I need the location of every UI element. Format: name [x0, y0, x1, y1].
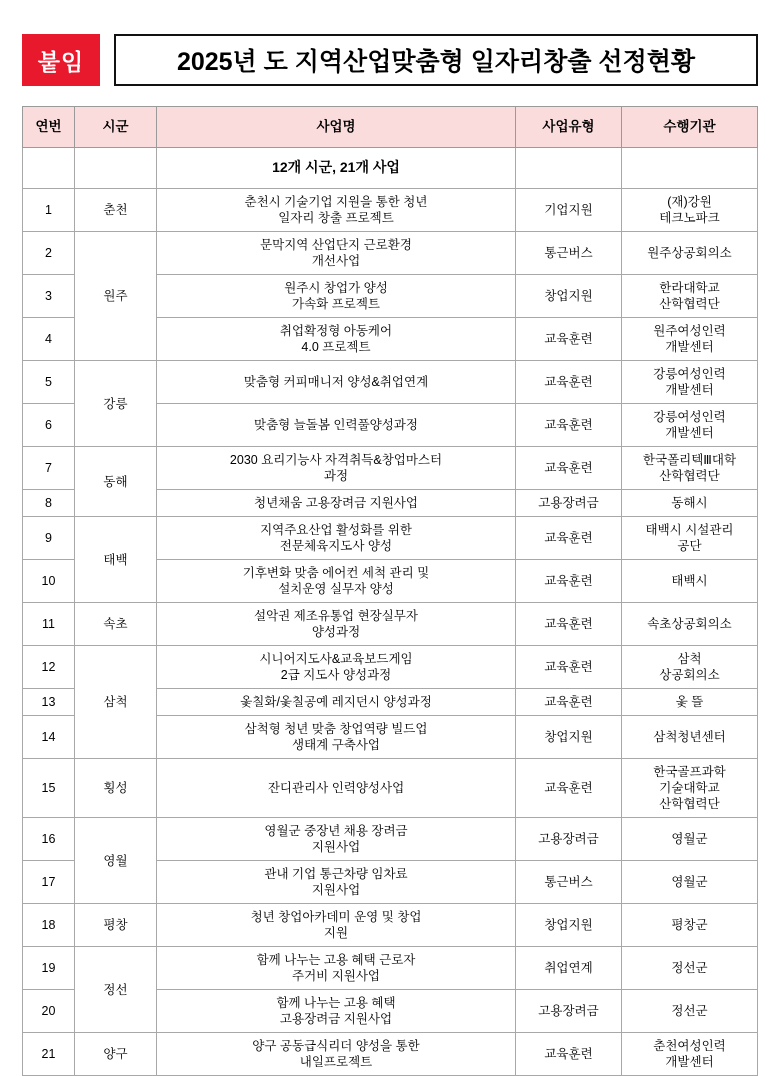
cell-no: 3	[23, 275, 75, 318]
text-line: 2030 요리기능사 자격취득&창업마스터	[229, 453, 443, 467]
cell-organization	[622, 759, 758, 818]
cell-organization	[622, 275, 758, 318]
cell-organization	[622, 646, 758, 689]
table-summary-row	[23, 148, 758, 189]
cell-project-type: 창업지원	[516, 275, 622, 318]
cell-project-name	[157, 646, 516, 689]
text-line: 주거비 지원사업	[292, 969, 380, 983]
cell-project-type: 교육훈련	[516, 759, 622, 818]
text-line: (재)강원	[667, 195, 712, 209]
text-line: 강릉여성인력	[653, 410, 726, 424]
cell-project-type: 고용장려금	[516, 490, 622, 517]
text-line: 설악권 제조유통업 현장실무자	[254, 609, 418, 623]
text-line: 맞춤형 커피매니저 양성&취업연계	[243, 375, 429, 389]
cell-organization	[622, 716, 758, 759]
cell-organization	[622, 861, 758, 904]
text-line: 청년채움 고용장려금 지원사업	[254, 496, 418, 510]
table-row	[23, 361, 758, 404]
text-line: 산학협력단	[659, 469, 720, 483]
cell-project-type: 창업지원	[516, 904, 622, 947]
cell-no: 15	[23, 759, 75, 818]
text-line: 내일프로젝트	[299, 1055, 373, 1069]
cell-city: 평창	[75, 904, 157, 947]
cell-organization	[622, 560, 758, 603]
table-row	[23, 603, 758, 646]
cell-city: 춘천	[75, 189, 157, 232]
text-line: 전문체육지도사 양성	[279, 539, 393, 553]
cell-project-type: 고용장려금	[516, 818, 622, 861]
cell-project-name	[157, 603, 516, 646]
table-row	[23, 759, 758, 818]
cell-no: 4	[23, 318, 75, 361]
text-line: 공단	[677, 539, 702, 553]
cell-project-name	[157, 716, 516, 759]
title-box	[114, 34, 758, 86]
summary-blank-org	[622, 148, 758, 189]
cell-project-name	[157, 447, 516, 490]
text-line: 춘천시 기술기업 지원을 통한 청년	[244, 195, 428, 209]
cell-no: 14	[23, 716, 75, 759]
text-line: 청년 창업아카데미 운영 및 창업	[250, 910, 422, 924]
cell-city: 영월	[75, 818, 157, 904]
text-line: 한라대학교	[659, 281, 720, 295]
cell-organization	[622, 232, 758, 275]
cell-no: 7	[23, 447, 75, 490]
cell-no: 19	[23, 947, 75, 990]
text-line: 강릉여성인력	[653, 367, 726, 381]
summary-blank-type	[516, 148, 622, 189]
table-row	[23, 947, 758, 990]
cell-project-name	[157, 318, 516, 361]
summary-text: 12개 시군, 21개 사업	[157, 148, 516, 189]
cell-city: 원주	[75, 232, 157, 361]
column-header-name: 사업명	[157, 107, 516, 148]
cell-no: 5	[23, 361, 75, 404]
text-line: 원주상공회의소	[647, 246, 732, 260]
cell-no: 9	[23, 517, 75, 560]
text-line: 양성과정	[311, 625, 361, 639]
cell-organization	[622, 517, 758, 560]
text-line: 옻칠화/옻칠공예 레지던시 양성과정	[240, 695, 432, 709]
text-line: 원주여성인력	[653, 324, 726, 338]
cell-project-name	[157, 1033, 516, 1076]
cell-project-name	[157, 861, 516, 904]
text-line: 한국폴리텍Ⅲ대학	[642, 453, 737, 467]
cell-project-name	[157, 490, 516, 517]
summary-blank-city	[75, 148, 157, 189]
table-row	[23, 1033, 758, 1076]
text-line: 삼척	[677, 652, 702, 666]
cell-project-type: 교육훈련	[516, 1033, 622, 1076]
page-title: 2025년 도 지역산업맞춤형 일자리창출 선정현황	[176, 48, 696, 76]
cell-project-type: 고용장려금	[516, 990, 622, 1033]
cell-project-type: 교육훈련	[516, 318, 622, 361]
cell-city: 속초	[75, 603, 157, 646]
cell-project-type: 기업지원	[516, 189, 622, 232]
column-header-org: 수행기관	[622, 107, 758, 148]
cell-no: 10	[23, 560, 75, 603]
cell-no: 2	[23, 232, 75, 275]
text-line: 정선군	[671, 961, 708, 975]
text-line: 취업확정형 아동케어	[279, 324, 393, 338]
text-line: 정선군	[671, 1004, 708, 1018]
cell-project-name	[157, 232, 516, 275]
text-line: 기후변화 맞춤 에어컨 세척 관리 및	[242, 566, 430, 580]
document-header	[22, 34, 758, 86]
column-header-city: 시군	[75, 107, 157, 148]
text-line: 함께 나누는 고용 혜택 근로자	[256, 953, 416, 967]
table-header-row	[23, 107, 758, 148]
attachment-badge: 붙임	[22, 34, 100, 86]
text-line: 2급 지도사 양성과정	[280, 668, 392, 682]
cell-project-type: 교육훈련	[516, 404, 622, 447]
summary-blank-no	[23, 148, 75, 189]
text-line: 산학협력단	[659, 797, 720, 811]
text-line: 잔디관리사 인력양성사업	[267, 781, 405, 795]
table-row	[23, 232, 758, 275]
text-line: 맞춤형 늘돌봄 인력풀양성과정	[254, 418, 418, 432]
text-line: 4.0 프로젝트	[301, 340, 371, 354]
cell-organization	[622, 1033, 758, 1076]
text-line: 함께 나누는 고용 혜택	[276, 996, 396, 1010]
cell-project-type: 교육훈련	[516, 603, 622, 646]
text-line: 과정	[323, 469, 349, 483]
text-line: 원주시 창업가 양성	[284, 281, 388, 295]
cell-city: 삼척	[75, 646, 157, 759]
cell-organization	[622, 818, 758, 861]
text-line: 삼척형 청년 맞춤 창업역량 빌드업	[244, 722, 428, 736]
text-line: 개선사업	[311, 254, 361, 268]
cell-project-name	[157, 759, 516, 818]
text-line: 옻 뜰	[675, 695, 704, 709]
selection-status-table	[22, 106, 758, 1076]
cell-city: 양구	[75, 1033, 157, 1076]
cell-project-name	[157, 990, 516, 1033]
cell-project-type: 교육훈련	[516, 361, 622, 404]
cell-no: 18	[23, 904, 75, 947]
cell-no: 6	[23, 404, 75, 447]
cell-project-name	[157, 189, 516, 232]
cell-organization	[622, 603, 758, 646]
cell-organization	[622, 404, 758, 447]
cell-organization	[622, 990, 758, 1033]
cell-project-type: 창업지원	[516, 716, 622, 759]
cell-organization	[622, 689, 758, 716]
text-line: 동해시	[671, 496, 708, 510]
cell-project-name	[157, 404, 516, 447]
cell-organization	[622, 904, 758, 947]
cell-project-type: 교육훈련	[516, 560, 622, 603]
cell-project-type: 교육훈련	[516, 447, 622, 490]
text-line: 산학협력단	[659, 297, 720, 311]
cell-project-type: 교육훈련	[516, 689, 622, 716]
text-line: 문막지역 산업단지 근로환경	[260, 238, 412, 252]
cell-organization	[622, 189, 758, 232]
text-line: 관내 기업 통근차량 임차료	[264, 867, 408, 881]
cell-project-name	[157, 361, 516, 404]
cell-project-type: 통근버스	[516, 861, 622, 904]
cell-organization	[622, 361, 758, 404]
cell-no: 8	[23, 490, 75, 517]
text-line: 양구 공동급식리더 양성을 통한	[252, 1039, 420, 1053]
text-line: 생태계 구축사업	[292, 738, 380, 752]
cell-city: 정선	[75, 947, 157, 1033]
cell-project-type: 통근버스	[516, 232, 622, 275]
text-line: 영월군	[671, 832, 708, 846]
text-line: 태백시 시설관리	[645, 523, 734, 537]
table-header	[23, 107, 758, 148]
table-row	[23, 447, 758, 490]
cell-project-name	[157, 689, 516, 716]
table-row	[23, 517, 758, 560]
table-row	[23, 904, 758, 947]
text-line: 지원사업	[311, 840, 361, 854]
table-row	[23, 818, 758, 861]
cell-city: 강릉	[75, 361, 157, 447]
cell-no: 1	[23, 189, 75, 232]
text-line: 평창군	[671, 918, 708, 932]
cell-organization	[622, 447, 758, 490]
cell-project-name	[157, 275, 516, 318]
column-header-no: 연번	[23, 107, 75, 148]
cell-project-name	[157, 818, 516, 861]
cell-organization	[622, 490, 758, 517]
cell-no: 20	[23, 990, 75, 1033]
cell-no: 16	[23, 818, 75, 861]
text-line: 지원사업	[311, 883, 361, 897]
text-line: 지원	[323, 926, 349, 940]
text-line: 한국골프과학	[653, 765, 726, 779]
table-body	[23, 148, 758, 1076]
text-line: 삼척청년센터	[653, 730, 726, 744]
text-line: 속초상공회의소	[647, 617, 732, 631]
text-line: 시니어지도사&교육보드게임	[259, 652, 413, 666]
text-line: 테크노파크	[659, 211, 720, 225]
text-line: 개발센터	[665, 340, 714, 354]
cell-no: 11	[23, 603, 75, 646]
cell-no: 13	[23, 689, 75, 716]
cell-city: 횡성	[75, 759, 157, 818]
cell-organization	[622, 318, 758, 361]
cell-project-name	[157, 517, 516, 560]
text-line: 가속화 프로젝트	[292, 297, 380, 311]
text-line: 지역주요산업 활성화를 위한	[260, 523, 412, 537]
cell-project-type: 교육훈련	[516, 646, 622, 689]
text-line: 개발센터	[665, 426, 714, 440]
cell-project-type: 교육훈련	[516, 517, 622, 560]
text-line: 춘천여성인력	[653, 1039, 726, 1053]
cell-project-name	[157, 560, 516, 603]
cell-project-type: 취업연계	[516, 947, 622, 990]
cell-project-name	[157, 947, 516, 990]
text-line: 일자리 창출 프로젝트	[278, 211, 394, 225]
text-line: 설치운영 실무자 양성	[278, 582, 394, 596]
table-row	[23, 646, 758, 689]
column-header-type: 사업유형	[516, 107, 622, 148]
cell-project-name	[157, 904, 516, 947]
cell-no: 17	[23, 861, 75, 904]
cell-no: 21	[23, 1033, 75, 1076]
cell-no: 12	[23, 646, 75, 689]
text-line: 개발센터	[665, 383, 714, 397]
text-line: 상공회의소	[659, 668, 720, 682]
text-line: 개발센터	[665, 1055, 714, 1069]
cell-organization	[622, 947, 758, 990]
cell-city: 동해	[75, 447, 157, 517]
text-line: 기술대학교	[659, 781, 720, 795]
cell-city: 태백	[75, 517, 157, 603]
text-line: 태백시	[671, 574, 708, 588]
table-row	[23, 189, 758, 232]
text-line: 고용장려금 지원사업	[279, 1012, 393, 1026]
text-line: 영월군	[671, 875, 708, 889]
text-line: 영월군 중장년 채용 장려금	[264, 824, 408, 838]
